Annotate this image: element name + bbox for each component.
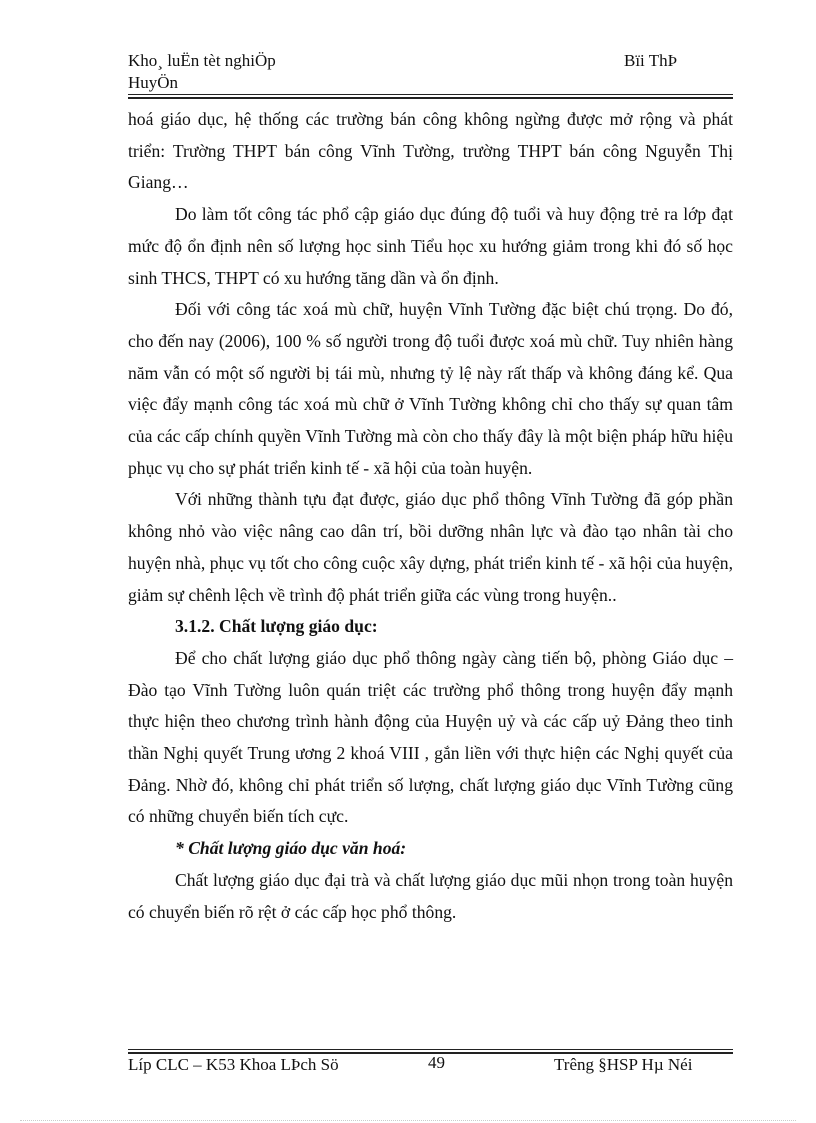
header-title-line2: HuyÖn xyxy=(128,73,179,92)
page-number: 49 xyxy=(428,1053,445,1072)
header-title-line1: Kho¸ luËn tèt nghiÖp xyxy=(128,51,276,70)
footer-rule-thin xyxy=(128,1049,733,1050)
page-bottom-dotted-rule xyxy=(20,1120,796,1121)
paragraph: hoá giáo dục, hệ thống các trường bán công không ngừng được mở rộng và phát triển: Trường THPT bán công Vĩnh Tường, trường THPT bán công Nguyễn Thị Giang… xyxy=(128,109,733,193)
header-rule-thick xyxy=(128,97,733,99)
paragraph: Để cho chất lượng giáo dục phổ thông ngày càng tiến bộ, phòng Giáo dục – Đào tạo Vĩnh Tường luôn quán triệt các trường phổ thông trong huyện đẩy mạnh thực hiện theo chương trình hành động của Huyện uỷ và các cấp uỷ Đảng theo tinh thần Nghị quyết Trung ương 2 khoá VIII , gắn liền với thực hiện các Nghị quyết của Đảng. Nhờ đó, không chỉ phát triển số lượng, chất lượng giáo dục Vĩnh Tường cũng có những chuyển biến tích cực. xyxy=(128,647,733,827)
section-heading: 3.1.2. Chất lượng giáo dục: xyxy=(175,616,378,637)
paragraph: Chất lượng giáo dục đại trà và chất lượng giáo dục mũi nhọn trong toàn huyện có chuyển biến rõ rệt ở các cấp học phổ thông. xyxy=(128,869,733,922)
body-text xyxy=(128,104,733,928)
header-rule xyxy=(128,94,733,95)
footer-class-info: Líp CLC – K53 Khoa LÞch Sö xyxy=(128,1055,339,1074)
header-author: Bïi ThÞ xyxy=(624,51,678,70)
paragraph: Với những thành tựu đạt được, giáo dục phổ thông Vĩnh Tường đã góp phần không nhỏ vào việc nâng cao dân trí, bồi dưỡng nhân lực và đào tạo nhân tài cho huyện nhà, phục vụ tốt cho công cuộc xây dựng, phát triển kinh tế - xã hội của huyện, giảm sự chênh lệch về trình độ phát triển giữa các vùng trong huyện.. xyxy=(128,489,733,605)
footer-school: Trêng §HSP Hµ Néi xyxy=(554,1055,693,1074)
paragraph: Đối với công tác xoá mù chữ, huyện Vĩnh Tường đặc biệt chú trọng. Do đó, cho đến nay (2006), 100 % số người trong độ tuổi được xoá mù chữ. Tuy nhiên hàng năm vẫn có một số người bị tái mù, nhưng tỷ lệ này rất thấp và không đáng kể. Qua việc đẩy mạnh công tác xoá mù chữ ở Vĩnh Tường không chỉ cho thấy sự quan tâm của các cấp chính quyền Vĩnh Tường mà còn cho thấy đây là một biện pháp hữu hiệu phục vụ cho sự phát triển kinh tế - xã hội của toàn huyện. xyxy=(128,299,733,478)
subsection-heading: * Chất lượng giáo dục văn hoá: xyxy=(175,838,407,859)
paragraph: Do làm tốt công tác phổ cập giáo dục đúng độ tuổi và huy động trẻ ra lớp đạt mức độ ổn định nên số lượng học sinh Tiểu học xu hướng giảm trong khi đó số học sinh THCS, THPT có xu hướng tăng dần và ổn định. xyxy=(128,204,733,288)
header-left xyxy=(128,50,276,94)
